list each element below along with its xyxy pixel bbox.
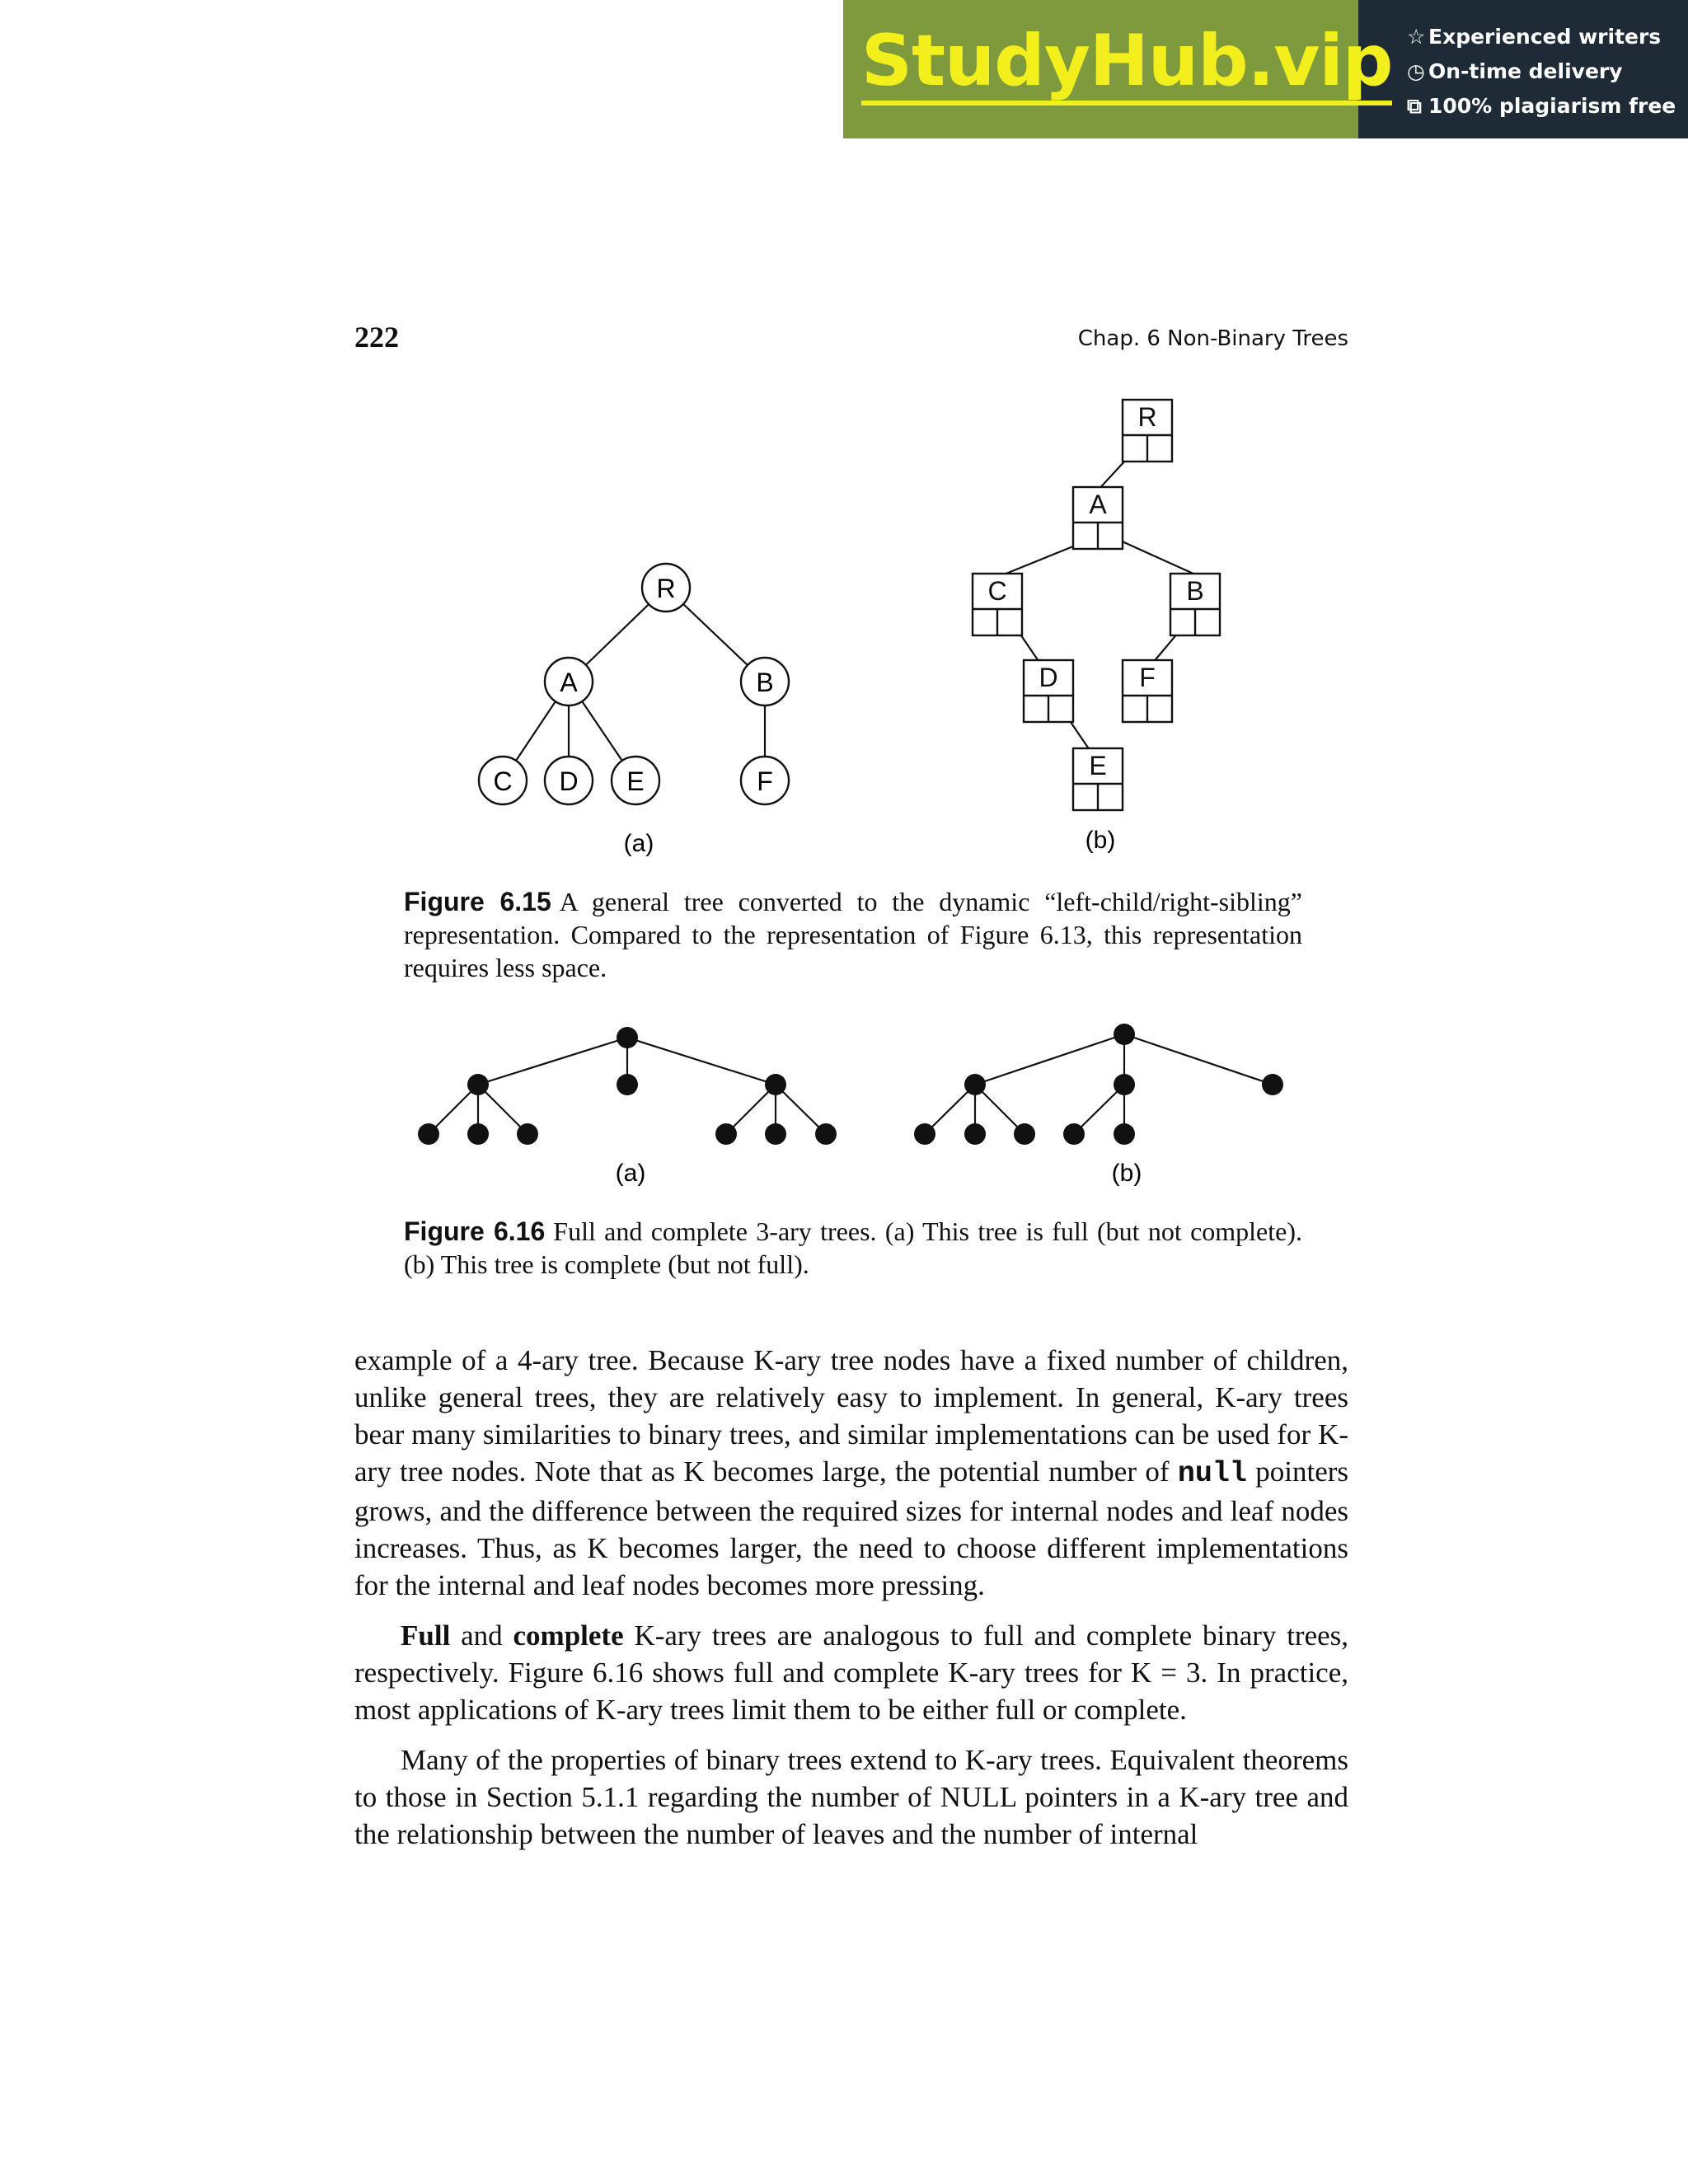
list-node-b — [1170, 574, 1220, 635]
list-node-e — [1073, 748, 1123, 810]
tree-node-e — [612, 757, 659, 804]
tree-dot — [1014, 1123, 1035, 1145]
svg-text:D: D — [1039, 663, 1058, 692]
tree-dot — [914, 1123, 935, 1145]
paragraph: Many of the properties of binary trees extend to K-ary trees. Equivalent theorems to those in Section 5.1.1 regarding the number of NULL pointers in a K-ary tree and the relationship between the number of leaves and the number of internal — [354, 1744, 1348, 1850]
tree-dot — [1114, 1024, 1135, 1045]
list-node-a — [1073, 487, 1123, 549]
tree-dot — [1262, 1074, 1283, 1095]
svg-text:B: B — [1186, 576, 1204, 606]
list-node-c — [973, 574, 1022, 635]
fig615a-nodes — [479, 564, 789, 804]
caption-label: Figure 6.16 — [404, 1216, 546, 1246]
svg-text:R: R — [656, 574, 676, 603]
caption-text: A general tree converted to the dynamic “left-child/right-sibling” representation. Compared to the representation of Figure 6.13, this representation requires less space. — [404, 887, 1303, 982]
fig616a-nodes — [418, 1027, 837, 1145]
tree-node-r — [642, 564, 690, 612]
copy-icon: ⧉ — [1407, 94, 1422, 118]
tree-dot — [467, 1074, 489, 1095]
tree-dot — [964, 1123, 986, 1145]
tree-dot — [617, 1027, 638, 1048]
tree-dot — [1114, 1074, 1135, 1095]
tree-dot — [964, 1074, 986, 1095]
fig615a-edges — [503, 588, 765, 780]
tree-dot — [1114, 1123, 1135, 1145]
tree-node-a — [545, 658, 593, 705]
tree-node-b — [741, 658, 789, 705]
tree-node-d — [545, 757, 593, 804]
fig616b-nodes — [914, 1024, 1283, 1145]
svg-text:F: F — [757, 766, 773, 796]
fig615b-nodes — [973, 400, 1220, 810]
tree-dot — [517, 1123, 538, 1145]
fig616-sublabel-a: (a) — [615, 1160, 646, 1187]
svg-text:E: E — [1089, 751, 1107, 780]
tree-node-c — [479, 757, 527, 804]
svg-text:C: C — [493, 766, 513, 796]
svg-text:A: A — [1089, 490, 1107, 519]
caption-text: Full and complete 3-ary trees. (a) This tree is full (but not complete). (b) This tree is complete (but not full). — [404, 1216, 1303, 1279]
tree-dot — [815, 1123, 837, 1145]
tree-dot — [1063, 1123, 1085, 1145]
feature-item: ◷ On-time delivery — [1407, 54, 1676, 89]
svg-text:A: A — [560, 668, 578, 697]
fig616-sublabel-b: (b) — [1111, 1160, 1142, 1187]
svg-text:C: C — [987, 576, 1007, 606]
tree-dot — [617, 1074, 638, 1095]
list-node-d — [1024, 660, 1073, 722]
chapter-title: Chap. 6 Non-Binary Trees — [1077, 326, 1348, 351]
svg-text:E: E — [626, 766, 645, 796]
clock-icon: ◷ — [1407, 59, 1425, 83]
paragraph: example of a 4-ary tree. Because K-ary tree nodes have a fixed number of children, unlike general trees, they are relatively easy to implement. In general, K-ary trees bear many similarities to binary trees, and similar implementations can be used for K-ary tree nodes. Note that as K becomes large, the potential number of null pointers grows, and the difference between the required sizes for internal nodes and leaf nodes increases. Thus, as K becomes larger, the need to choose different implementations for the internal and leaf nodes becomes more pressing. — [354, 1344, 1349, 1601]
tree-dot — [715, 1123, 737, 1145]
tree-node-f — [741, 757, 789, 804]
fig615-sublabel-a: (a) — [623, 830, 654, 857]
tree-dot — [765, 1123, 786, 1145]
svg-text:F: F — [1139, 663, 1156, 692]
figure-6-16-caption — [404, 1215, 1302, 1281]
paragraph: Full and complete K-ary trees are analogous to full and complete binary trees, respectively. Figure 6.16 shows full and complete K-ary trees for K = 3. In practice, most applications of K-ary trees limit them to be either full or complete. — [354, 1619, 1349, 1726]
list-node-f — [1123, 660, 1172, 722]
svg-text:D: D — [559, 766, 579, 796]
caption-label: Figure 6.15 — [404, 887, 551, 916]
tree-dot — [467, 1123, 489, 1145]
fig615-sublabel-b: (b) — [1085, 827, 1116, 854]
inline-code: null — [1177, 1457, 1247, 1490]
brand-logo[interactable]: StudyHub.vip — [861, 21, 1392, 105]
svg-text:R: R — [1137, 402, 1157, 432]
feature-item: ⧉ 100% plagiarism free — [1407, 89, 1676, 124]
list-node-r — [1123, 400, 1172, 462]
body-text — [354, 1342, 1348, 1866]
page-number: 222 — [354, 321, 399, 354]
tree-dot — [765, 1074, 786, 1095]
star-icon: ☆ — [1407, 25, 1426, 49]
tree-dot — [418, 1123, 439, 1145]
feature-item: ☆ Experienced writers — [1407, 20, 1676, 54]
svg-text:B: B — [756, 668, 774, 697]
figure-6-15-caption — [404, 885, 1302, 984]
